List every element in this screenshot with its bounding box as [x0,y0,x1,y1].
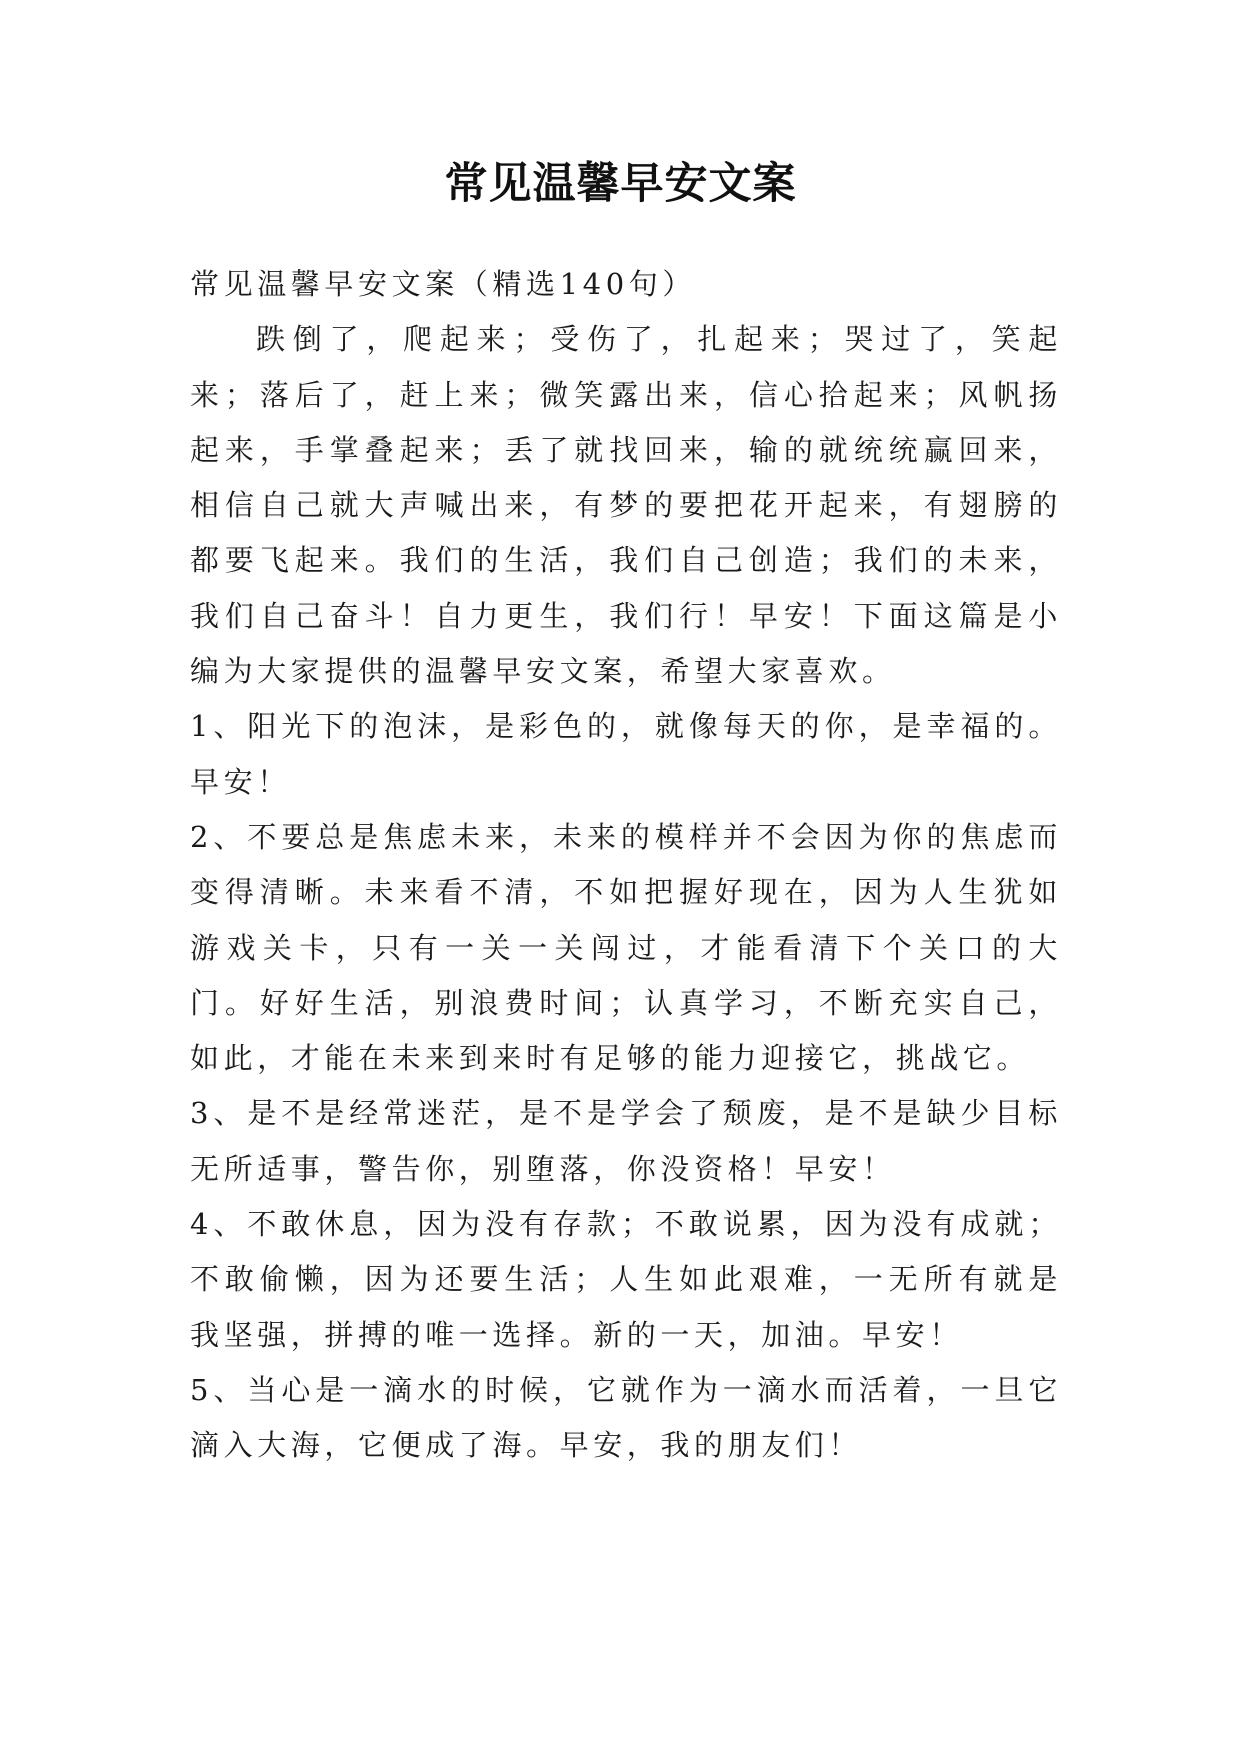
list-item: 4、不敢休息，因为没有存款；不敢说累，因为没有成就；不敢偷懒，因为还要生活；人生如此艰难，一无所有就是我坚强，拼搏的唯一选择。新的一天，加油。早安！ [190,1207,1062,1352]
list-item: 5、当心是一滴水的时候，它就作为一滴水而活着，一旦它滴入大海，它便成了海。早安，我的朋友们！ [190,1372,1062,1463]
document-body [190,257,1062,1474]
list-item: 3、是不是经常迷茫，是不是学会了颓废，是不是缺少目标无所适事，警告你，别堕落，你没资格！早安！ [190,1096,1062,1186]
document-subtitle: 常见温馨早安文案（精选140句） [190,267,696,301]
intro-paragraph: 跌倒了，爬起来；受伤了，扎起来；哭过了，笑起来；落后了，赶上来；微笑露出来，信心拾起来；风帆扬起来，手掌叠起来；丢了就找回来，输的就统统赢回来，相信自己就大声喊出来，有梦的要把花开起来，有翅膀的都要飞起来。我们的生活，我们自己创造；我们的未来，我们自己奋斗！自力更生，我们行！早安！下面这篇是小编为大家提供的温馨早安文案，希望大家喜欢。 [190,322,1062,689]
list-item: 1、阳光下的泡沫，是彩色的，就像每天的你，是幸福的。早安！ [190,709,1062,799]
document-title: 常见温馨早安文案 [444,159,797,209]
list-item: 2、不要总是焦虑未来，未来的模样并不会因为你的焦虑而变得清晰。未来看不清，不如把握好现在，因为人生犹如游戏关卡，只有一关一关闯过，才能看清下个关口的大门。好好生活，别浪费时间；认真学习，不断充实自己，如此，才能在未来到来时有足够的能力迎接它，挑战它。 [190,819,1062,1076]
